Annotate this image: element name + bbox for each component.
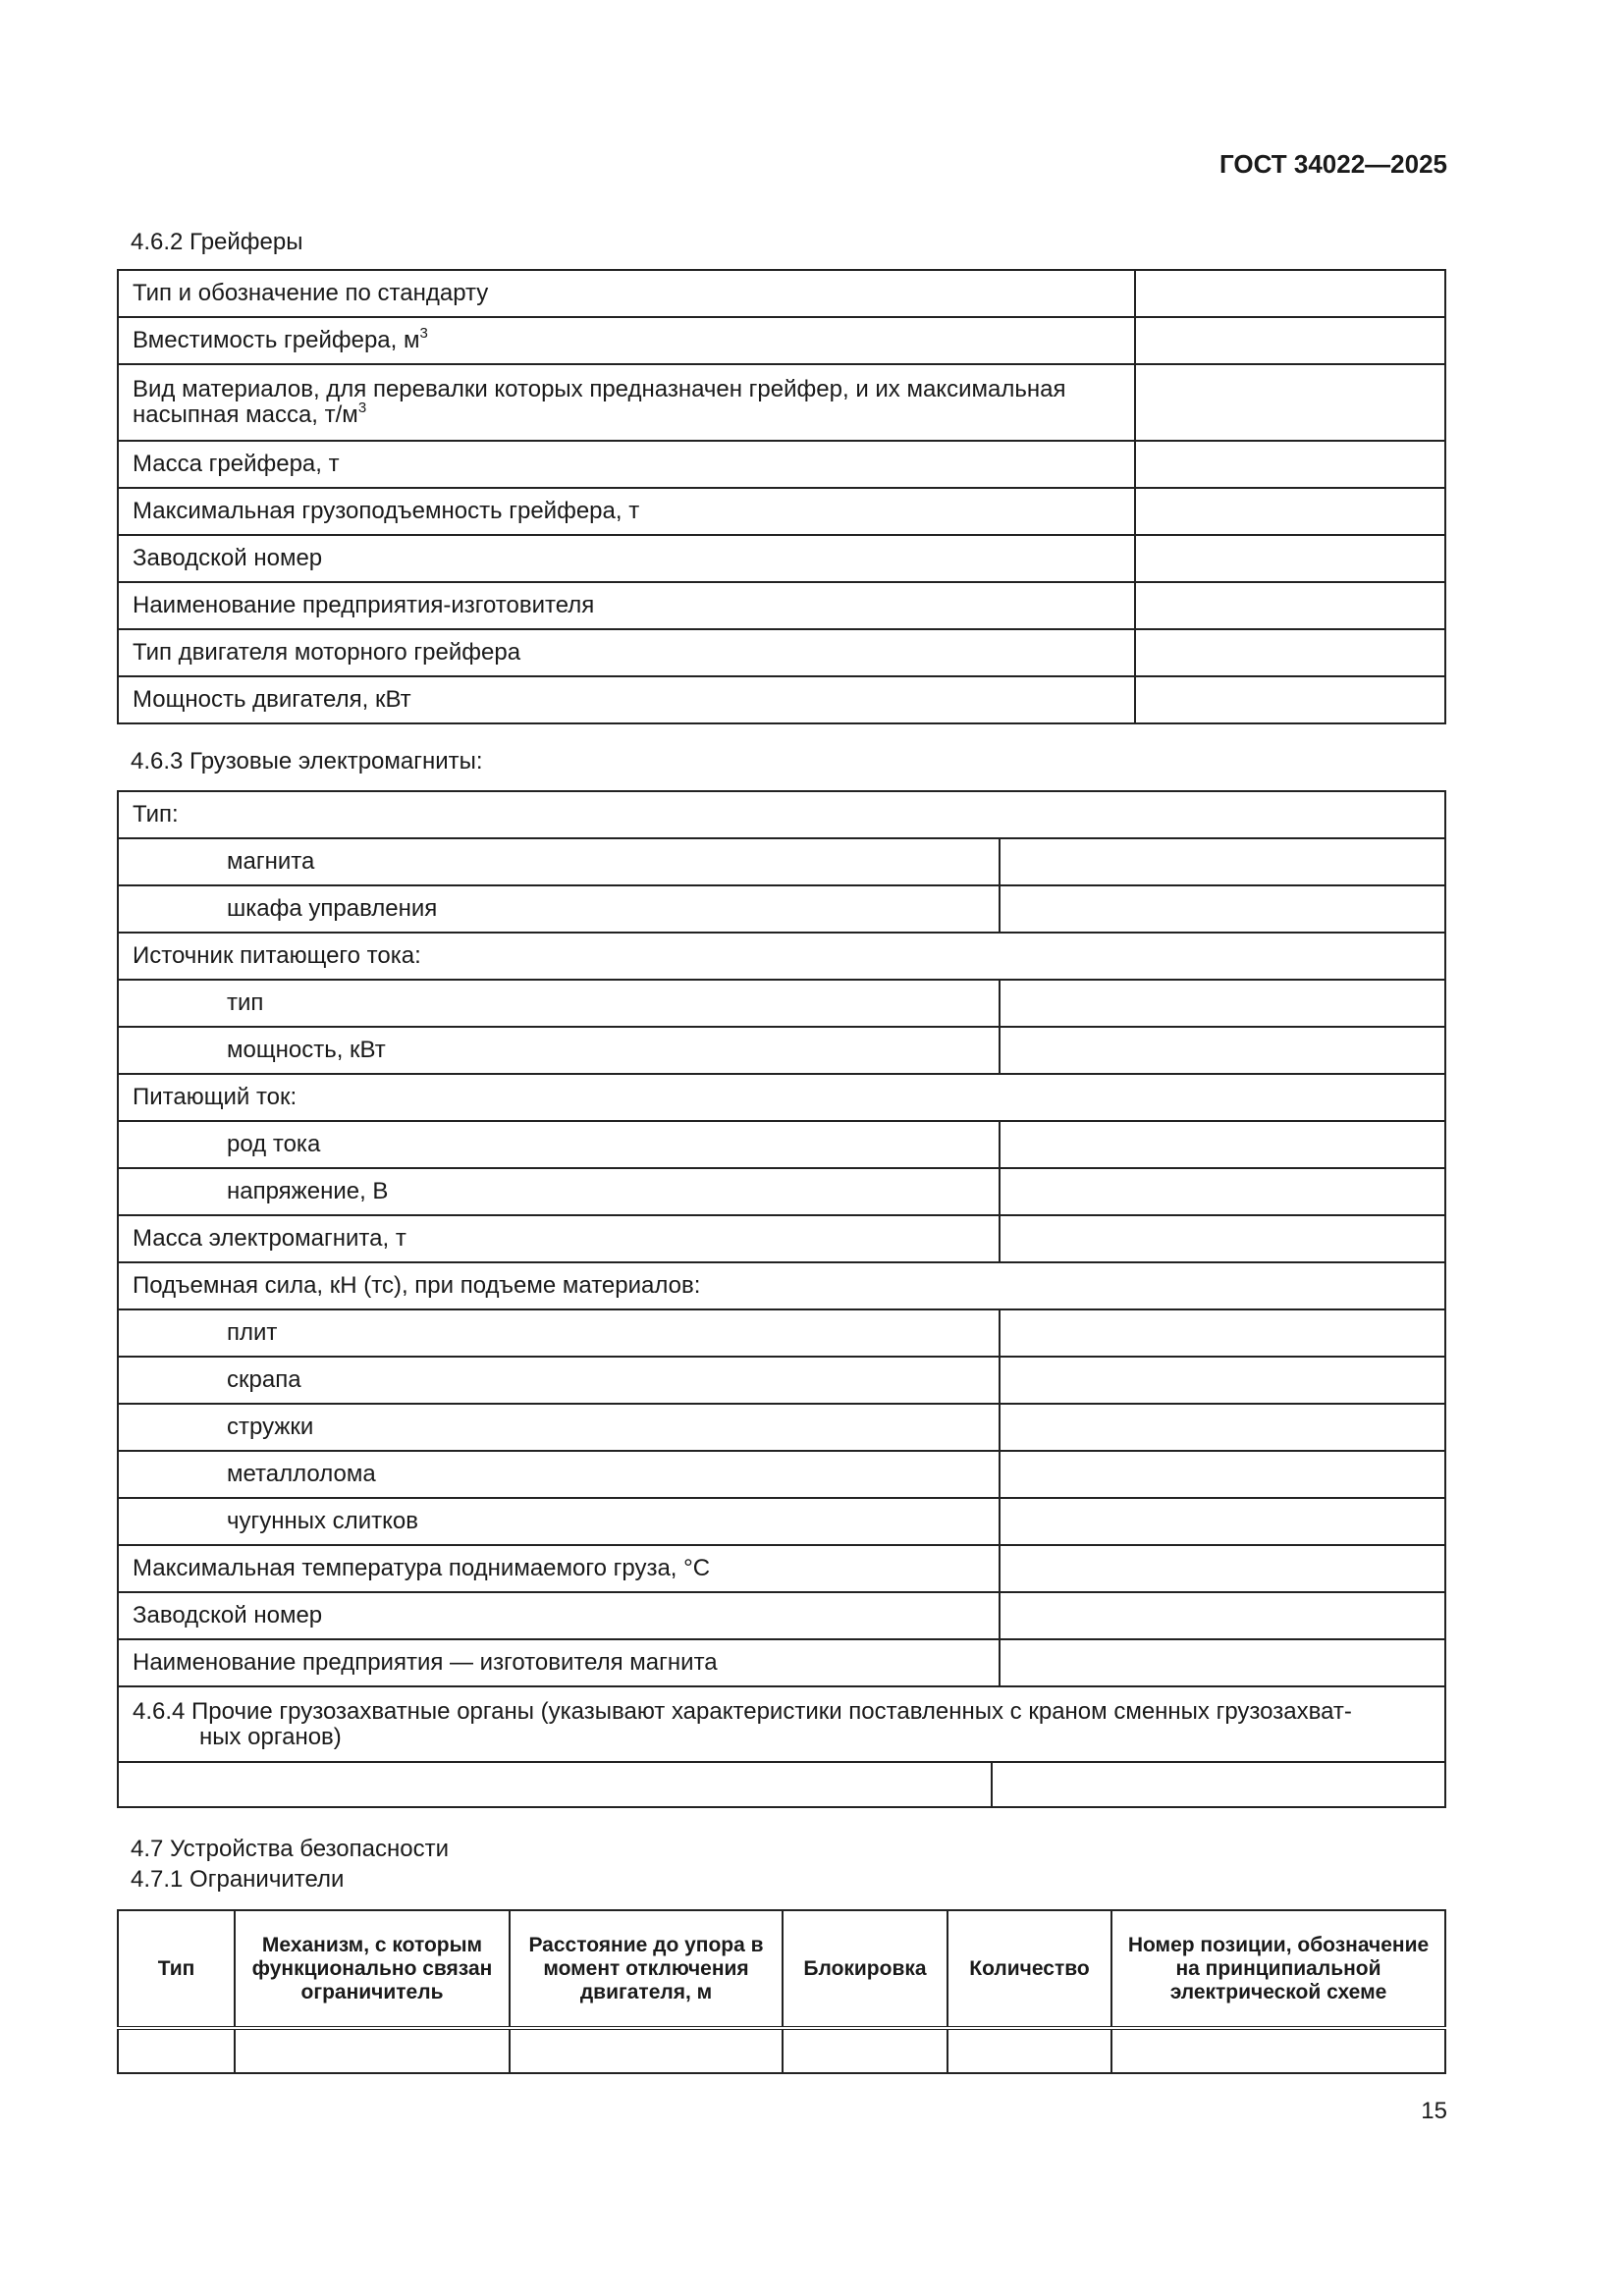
table-row <box>118 933 1445 980</box>
column-header: Расстояние до упора в момент отключения двигателя, м <box>510 1910 783 2028</box>
table-row <box>118 317 1445 364</box>
value-cell[interactable] <box>1000 980 1445 1027</box>
table-row <box>118 1451 1445 1498</box>
table-row <box>118 1639 1445 1686</box>
table-row <box>118 1121 1445 1168</box>
row-label: Масса электромагнита, т <box>118 1215 1000 1262</box>
value-cell[interactable] <box>510 2028 783 2073</box>
magnets-table <box>117 790 1446 1687</box>
other-heading-line1: 4.6.4 Прочие грузозахватные органы (указывают характеристики поставленных с краном сменных грузозахват- <box>133 1697 1352 1725</box>
value-cell[interactable] <box>783 2028 947 2073</box>
row-label: Вместимость грейфера, $м^3$ <box>118 317 1135 364</box>
table-row <box>118 838 1445 885</box>
table-row <box>118 488 1445 535</box>
value-cell[interactable] <box>992 1762 1445 1807</box>
column-header: Блокировка <box>783 1910 947 2028</box>
value-cell[interactable] <box>1000 885 1445 933</box>
table-row <box>118 582 1445 629</box>
value-cell[interactable] <box>1000 1309 1445 1357</box>
value-cell[interactable] <box>235 2028 510 2073</box>
value-cell[interactable] <box>1000 838 1445 885</box>
value-cell[interactable] <box>1000 1168 1445 1215</box>
value-cell[interactable] <box>118 2028 235 2073</box>
row-label: Вид материалов, для перевалки которых предназначен грейфер, и их максимальная насыпная масса, $т/м^3$ <box>118 364 1135 441</box>
row-label: мощность, кВт <box>118 1027 1000 1074</box>
table-row <box>118 535 1445 582</box>
table-row <box>118 1357 1445 1404</box>
table-row <box>118 1027 1445 1074</box>
row-label: магнита <box>118 838 1000 885</box>
table-row <box>118 2028 1445 2073</box>
value-cell[interactable] <box>1000 1639 1445 1686</box>
row-label: скрапа <box>118 1357 1000 1404</box>
row-label: чугунных слитков <box>118 1498 1000 1545</box>
table-row <box>118 791 1445 838</box>
table-row <box>118 885 1445 933</box>
column-header: Тип <box>118 1910 235 2028</box>
row-label: Заводской номер <box>118 1592 1000 1639</box>
section-heading-other <box>118 1686 1445 1762</box>
value-cell[interactable] <box>1135 317 1445 364</box>
table-row <box>118 980 1445 1027</box>
row-label: стружки <box>118 1404 1000 1451</box>
standard-number: ГОСТ 34022—2025 <box>1219 149 1447 179</box>
column-header: Механизм, с которым функционально связан ограничитель <box>235 1910 510 2028</box>
column-header: Номер позиции, обозначение на принципиальной электрической схеме <box>1111 1910 1445 2028</box>
table-row <box>118 1309 1445 1357</box>
value-cell[interactable] <box>1135 676 1445 723</box>
table-row <box>118 1404 1445 1451</box>
value-cell[interactable] <box>1135 535 1445 582</box>
row-label: Тип и обозначение по стандарту <box>118 270 1135 317</box>
other-handling-table <box>117 1685 1446 1808</box>
section-heading-magnets: 4.6.3 Грузовые электромагниты: <box>131 748 483 774</box>
section-heading-safety: 4.7 Устройства безопасности <box>131 1836 449 1862</box>
row-label: Масса грейфера, т <box>118 441 1135 488</box>
value-cell[interactable] <box>1000 1545 1445 1592</box>
column-header: Количество <box>947 1910 1111 2028</box>
table-row <box>118 1074 1445 1121</box>
value-cell[interactable] <box>1000 1215 1445 1262</box>
grabs-table <box>117 269 1446 724</box>
value-cell[interactable] <box>1000 1027 1445 1074</box>
limiters-table <box>117 1909 1446 2074</box>
value-cell[interactable] <box>1000 1404 1445 1451</box>
table-row <box>118 629 1445 676</box>
table-row <box>118 1215 1445 1262</box>
row-label: род тока <box>118 1121 1000 1168</box>
table-header-row <box>118 1910 1445 2028</box>
table-row <box>118 1686 1445 1762</box>
row-label: Тип двигателя моторного грейфера <box>118 629 1135 676</box>
row-label: шкафа управления <box>118 885 1000 933</box>
table-row <box>118 1545 1445 1592</box>
value-cell[interactable] <box>1000 1357 1445 1404</box>
page-number: 15 <box>1421 2098 1447 2124</box>
value-cell[interactable] <box>1135 629 1445 676</box>
value-cell[interactable] <box>1135 270 1445 317</box>
group-label: Источник питающего тока: <box>118 933 1445 980</box>
table-row <box>118 1168 1445 1215</box>
table-row <box>118 270 1445 317</box>
row-label: тип <box>118 980 1000 1027</box>
row-label: Наименование предприятия — изготовителя магнита <box>118 1639 1000 1686</box>
value-cell[interactable] <box>1135 364 1445 441</box>
other-heading-line2: ных органов) <box>199 1723 342 1750</box>
value-cell[interactable] <box>1135 488 1445 535</box>
row-label: Максимальная грузоподъемность грейфера, т <box>118 488 1135 535</box>
value-cell[interactable] <box>947 2028 1111 2073</box>
value-cell[interactable] <box>1000 1592 1445 1639</box>
row-label: Наименование предприятия-изготовителя <box>118 582 1135 629</box>
row-label: металлолома <box>118 1451 1000 1498</box>
table-row <box>118 441 1445 488</box>
value-cell[interactable] <box>118 1762 992 1807</box>
section-heading-limiters: 4.7.1 Ограничители <box>131 1866 345 1893</box>
table-row <box>118 1762 1445 1807</box>
value-cell[interactable] <box>1111 2028 1445 2073</box>
group-label: Питающий ток: <box>118 1074 1445 1121</box>
group-label: Тип: <box>118 791 1445 838</box>
value-cell[interactable] <box>1000 1498 1445 1545</box>
table-row <box>118 1592 1445 1639</box>
row-label: напряжение, В <box>118 1168 1000 1215</box>
value-cell[interactable] <box>1000 1451 1445 1498</box>
table-row <box>118 364 1445 441</box>
table-row <box>118 1498 1445 1545</box>
row-label: Максимальная температура поднимаемого груза, °С <box>118 1545 1000 1592</box>
row-label: Заводской номер <box>118 535 1135 582</box>
table-row <box>118 1262 1445 1309</box>
row-label: плит <box>118 1309 1000 1357</box>
group-label: Подъемная сила, кН (тс), при подъеме материалов: <box>118 1262 1445 1309</box>
value-cell[interactable] <box>1135 582 1445 629</box>
value-cell[interactable] <box>1135 441 1445 488</box>
value-cell[interactable] <box>1000 1121 1445 1168</box>
section-heading-grabs: 4.6.2 Грейферы <box>131 229 303 255</box>
row-label: Мощность двигателя, кВт <box>118 676 1135 723</box>
table-row <box>118 676 1445 723</box>
